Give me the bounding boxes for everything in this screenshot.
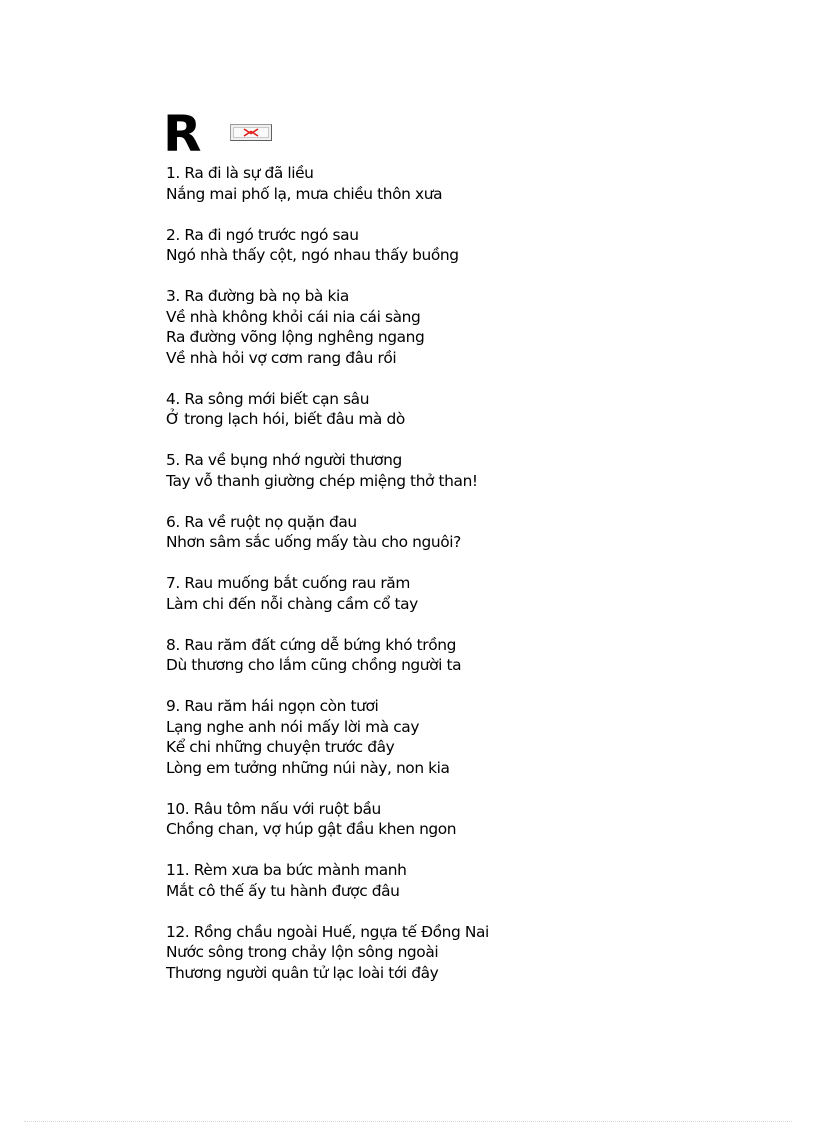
verse-block: [166, 450, 786, 491]
verse-block: [166, 573, 786, 614]
verse-block: [166, 696, 786, 778]
verse-first-line: 10. Râu tôm nấu với ruột bầu: [166, 799, 381, 818]
verse-line: Thương người quân tử lạc loài tới đây: [166, 963, 439, 982]
verse-line: Chồng chan, vợ húp gật đầu khen ngon: [166, 820, 457, 838]
verse-block: [166, 922, 786, 984]
verse-line: Về nhà không khỏi cái nia cái sàng: [166, 307, 421, 326]
verse-block: [166, 225, 786, 266]
verse-line: Ở trong lạch hói, biết đâu mà dò: [166, 410, 405, 428]
heading-letter: R: [163, 105, 202, 163]
verse-block: [166, 512, 786, 553]
verse-first-line: 8. Rau răm đất cứng dễ bứng khó trồng: [166, 635, 456, 654]
verse-line: Tay vỗ thanh giường chép miệng thở than!: [166, 471, 478, 490]
verse-line: Làm chi đến nỗi chàng cầm cổ tay: [166, 594, 418, 613]
verse-line: Nhơn sâm sắc uống mấy tàu cho nguôi?: [166, 533, 461, 551]
verse-line: Kể chi những chuyện trước đây: [166, 738, 395, 756]
verse-first-line: 3. Ra đường bà nọ bà kia: [166, 287, 349, 305]
verse-line: Nắng mai phố lạ, mưa chiều thôn xưa: [166, 184, 443, 203]
verse-first-line: 4. Ra sông mới biết cạn sâu: [166, 389, 370, 408]
verse-first-line: 7. Rau muống bắt cuống rau răm: [166, 574, 410, 592]
broken-image-icon: [230, 124, 272, 141]
verse-line: Ra đường võng lộng nghêng ngang: [166, 328, 425, 346]
verse-line: Lòng em tưởng những núi này, non kia: [166, 758, 450, 777]
verse-block: [166, 389, 786, 430]
verse-first-line: 9. Rau răm hái ngọn còn tươi: [166, 697, 379, 715]
verse-block: [166, 163, 786, 204]
verse-first-line: 5. Ra về bụng nhớ người thương: [166, 451, 402, 469]
verse-list: [166, 163, 786, 1004]
verse-line: Về nhà hỏi vợ cơm rang đâu rồi: [166, 348, 397, 367]
verse-first-line: 6. Ra về ruột nọ quặn đau: [166, 512, 357, 531]
verse-line: Ngó nhà thấy cột, ngó nhau thấy buồng: [166, 246, 459, 264]
verse-block: [166, 799, 786, 840]
verse-line: Lạng nghe anh nói mấy lời mà cay: [166, 717, 420, 736]
verse-line: Dù thương cho lắm cũng chồng người ta: [166, 656, 462, 674]
verse-first-line: 1. Ra đi là sự đã liều: [166, 164, 314, 182]
verse-first-line: 2. Ra đi ngó trước ngó sau: [166, 225, 359, 244]
verse-first-line: 12. Rồng chầu ngoài Huế, ngựa tế Đồng Nai: [166, 922, 489, 941]
verse-line: Mắt cô thế ấy tu hành được đâu: [166, 881, 400, 900]
verse-block: [166, 635, 786, 676]
verse-line: Nước sông trong chảy lộn sông ngoài: [166, 943, 439, 961]
verse-block: [166, 860, 786, 901]
verse-first-line: 11. Rèm xưa ba bức mành manh: [166, 861, 407, 879]
page-bottom-rule: [24, 1121, 792, 1122]
verse-block: [166, 286, 786, 368]
